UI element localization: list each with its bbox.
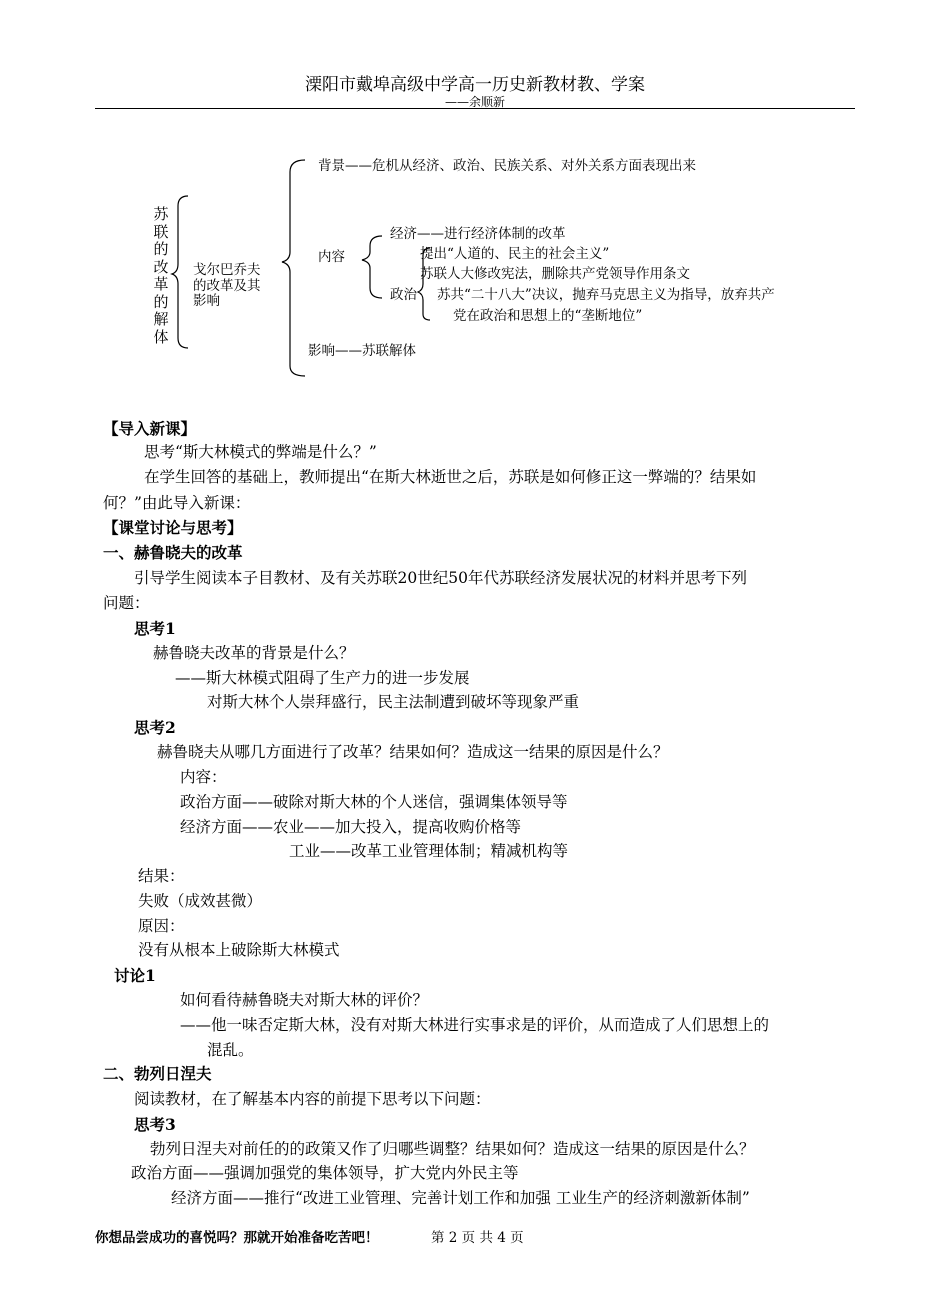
- think-2-label: 思考2: [134, 718, 176, 737]
- footer-motto: 你想品尝成功的喜悦吗？那就开始准备吃苦吧！: [95, 1230, 379, 1246]
- brace-content: [362, 236, 382, 298]
- footer-page-number: 第 2 页 共 4 页: [431, 1230, 524, 1246]
- diagram-politics-item-3: 苏共“二十八大”决议，抛弃马克思主义为指导，放弃共产: [437, 287, 775, 303]
- think-2-result-label: 结果：: [138, 867, 185, 885]
- diagram-politics-item-2: 苏联人大修改宪法，删除共产党领导作用条文: [420, 266, 690, 282]
- diagram-impact: 影响——苏联解体: [308, 343, 416, 359]
- discuss-1-label: 讨论1: [114, 966, 156, 985]
- think-1-answer-1: ——斯大林模式阻碍了生产力的进一步发展: [175, 669, 470, 687]
- intro-heading: 【导入新课】: [103, 420, 197, 438]
- discuss-1-answer-line-1: ——他一味否定斯大林，没有对斯大林进行实事求是的评价，从而造成了人们思想上的: [180, 1016, 770, 1034]
- brace-root: [172, 196, 188, 348]
- page-header-author: ——余顺新: [444, 95, 505, 109]
- think-2-reason-label: 原因：: [138, 917, 185, 935]
- intro-paragraph-2-line-2: 何？”由此导入新课：: [103, 494, 251, 512]
- diagram-politics-label: 政治: [390, 287, 417, 303]
- discussion-heading: 【课堂讨论与思考】: [103, 519, 243, 537]
- section-1-guide-line-1: 引导学生阅读本子目教材、及有关苏联20世纪50年代苏联经济发展状况的材料并思考下列: [134, 569, 747, 587]
- brace-branch: [282, 160, 305, 376]
- diagram-branch-line-1: 戈尔巴乔夫: [193, 262, 261, 278]
- think-1-answer-2: 对斯大林个人崇拜盛行，民主法制遭到破坏等现象严重: [207, 693, 580, 711]
- think-2-question: 赫鲁晓夫从哪几方面进行了改革？结果如何？造成这一结果的原因是什么？: [157, 743, 669, 761]
- think-3-politics: 政治方面——强调加强党的集体领导，扩大党内外民主等: [131, 1164, 519, 1182]
- discuss-1-answer-line-2: 混乱。: [207, 1041, 254, 1059]
- diagram-braces: [0, 0, 950, 420]
- diagram-economy: 经济——进行经济体制的改革: [390, 226, 566, 242]
- think-1-label: 思考1: [134, 619, 176, 638]
- discuss-1-question: 如何看待赫鲁晓夫对斯大林的评价？: [180, 991, 429, 1009]
- section-2-title: 二、勃列日涅夫: [103, 1065, 212, 1083]
- section-1-guide-line-2: 问题：: [103, 594, 150, 612]
- think-3-label: 思考3: [134, 1115, 176, 1134]
- diagram-branch-line-2: 的改革及其: [193, 278, 261, 294]
- diagram-branch-line-3: 影响: [193, 293, 220, 309]
- diagram-background: 背景——危机从经济、政治、民族关系、对外关系方面表现出来: [318, 158, 696, 174]
- think-3-economy: 经济方面——推行“改进工业管理、完善计划工作和加强 工业生产的经济刺激新体制”: [171, 1189, 750, 1207]
- think-2-politics: 政治方面——破除对斯大林的个人迷信，强调集体领导等: [180, 793, 568, 811]
- section-1-title: 一、赫鲁晓夫的改革: [103, 544, 243, 562]
- think-2-result: 失败（成效甚微）: [138, 892, 263, 910]
- diagram-root-label: 苏联的改革的解体: [153, 205, 169, 346]
- diagram-politics-item-1: 提出“人道的、民主的社会主义”: [420, 246, 610, 262]
- think-1-question: 赫鲁晓夫改革的背景是什么？: [153, 644, 355, 662]
- intro-paragraph-2-line-1: 在学生回答的基础上，教师提出“在斯大林逝世之后，苏联是如何修正这一弊端的？结果如: [144, 468, 757, 486]
- intro-paragraph-1: 思考“斯大林模式的弊端是什么？”: [144, 443, 377, 461]
- think-2-economy: 经济方面——农业——加大投入，提高收购价格等: [180, 818, 522, 836]
- think-2-industry: 工业——改革工业管理体制；精减机构等: [289, 842, 569, 860]
- diagram-politics-item-4: 党在政治和思想上的“垄断地位”: [453, 308, 643, 324]
- think-2-reason: 没有从根本上破除斯大林模式: [138, 941, 340, 959]
- section-2-guide: 阅读教材，在了解基本内容的前提下思考以下问题：: [134, 1090, 491, 1108]
- think-2-content-label: 内容：: [180, 768, 227, 786]
- page-header-title: 溧阳市戴埠高级中学高一历史新教材教、学案: [305, 75, 645, 95]
- diagram-content-label: 内容: [318, 249, 345, 265]
- think-3-question: 勃列日涅夫对前任的的政策又作了归哪些调整？结果如何？造成这一结果的原因是什么？: [150, 1140, 755, 1158]
